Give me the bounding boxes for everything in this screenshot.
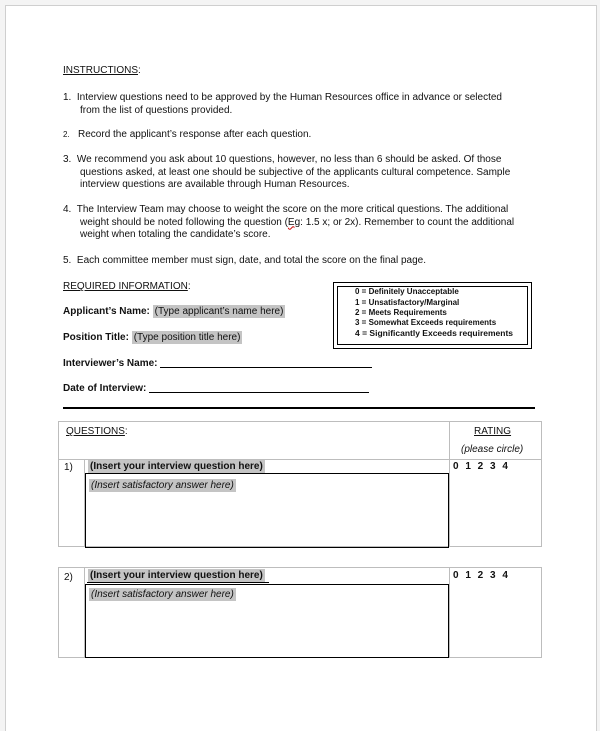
position-title-field[interactable]: (Type position title here)	[133, 332, 241, 343]
document-page	[5, 5, 597, 731]
rating-header: RATING	[474, 426, 512, 437]
rating-scale-1[interactable]: 0 1 2 3 4	[453, 461, 508, 472]
answer-1[interactable]: (Insert satisfactory answer here)	[91, 480, 234, 491]
instruction-item-1: 1. Interview questions need to be approved by the Human Resources office in advance or selected from the list of questions provided.	[63, 92, 502, 116]
legend-item-1: 1 = Unsatisfactory/Marginal	[355, 298, 460, 307]
instruction-item-3: 3. We recommend you ask about 10 questions, however, no less than 6 should be asked. Of those questions asked, at least one should be subjective of the applicants cultural competence. Sample interview questions are available through Human Resources.	[63, 154, 511, 190]
interviewer-name-label: Interviewer’s Name:	[63, 358, 158, 369]
rating-subheader: (please circle)	[461, 444, 524, 455]
date-of-interview-label: Date of Interview:	[63, 383, 147, 394]
question-number-2: 2)	[64, 572, 73, 583]
interviewer-name-row	[63, 357, 372, 371]
rating-scale-2[interactable]: 0 1 2 3 4	[453, 570, 508, 581]
instructions-heading: INSTRUCTIONS:	[63, 65, 141, 76]
question-1[interactable]: (Insert your interview question here)	[90, 461, 263, 472]
instruction-item-4: 4. The Interview Team may choose to weight the score on the more critical questions. The additional weight should be noted following the question (Eg: 1.5 x; or 2x). Remember to count the additional weight when totaling the candidate’s score.	[63, 204, 515, 240]
question-2[interactable]: (Insert your interview question here)	[90, 570, 263, 581]
questions-header: QUESTIONS:	[66, 426, 128, 437]
legend-item-4: 4 = Significantly Exceeds requirements	[355, 328, 514, 338]
date-of-interview-row	[63, 382, 369, 396]
legend-item-2: 2 = Meets Requirements	[355, 308, 447, 317]
position-title-label: Position Title:	[63, 332, 129, 343]
legend-item-3: 3 = Somewhat Exceeds requirements	[355, 318, 497, 327]
instruction-item-2: 2. Record the applicant’s response after each question.	[63, 129, 312, 140]
required-info-heading: REQUIRED INFORMATION:	[63, 281, 191, 292]
applicant-name-field[interactable]: (Type applicant’s name here)	[154, 306, 284, 317]
interviewer-name-field[interactable]	[160, 357, 372, 368]
rating-legend	[333, 282, 532, 349]
question-number-1: 1)	[64, 462, 73, 473]
answer-2[interactable]: (Insert satisfactory answer here)	[91, 589, 234, 600]
applicant-name-label: Applicant’s Name:	[63, 306, 150, 317]
position-title-row	[63, 332, 242, 345]
instruction-item-5: 5. Each committee member must sign, date, and total the score on the final page.	[63, 255, 426, 266]
legend-item-0: 0 = Definitely Unacceptable	[355, 287, 459, 296]
section-divider	[63, 407, 535, 409]
date-of-interview-field[interactable]	[149, 382, 369, 393]
applicant-name-row	[63, 306, 285, 319]
